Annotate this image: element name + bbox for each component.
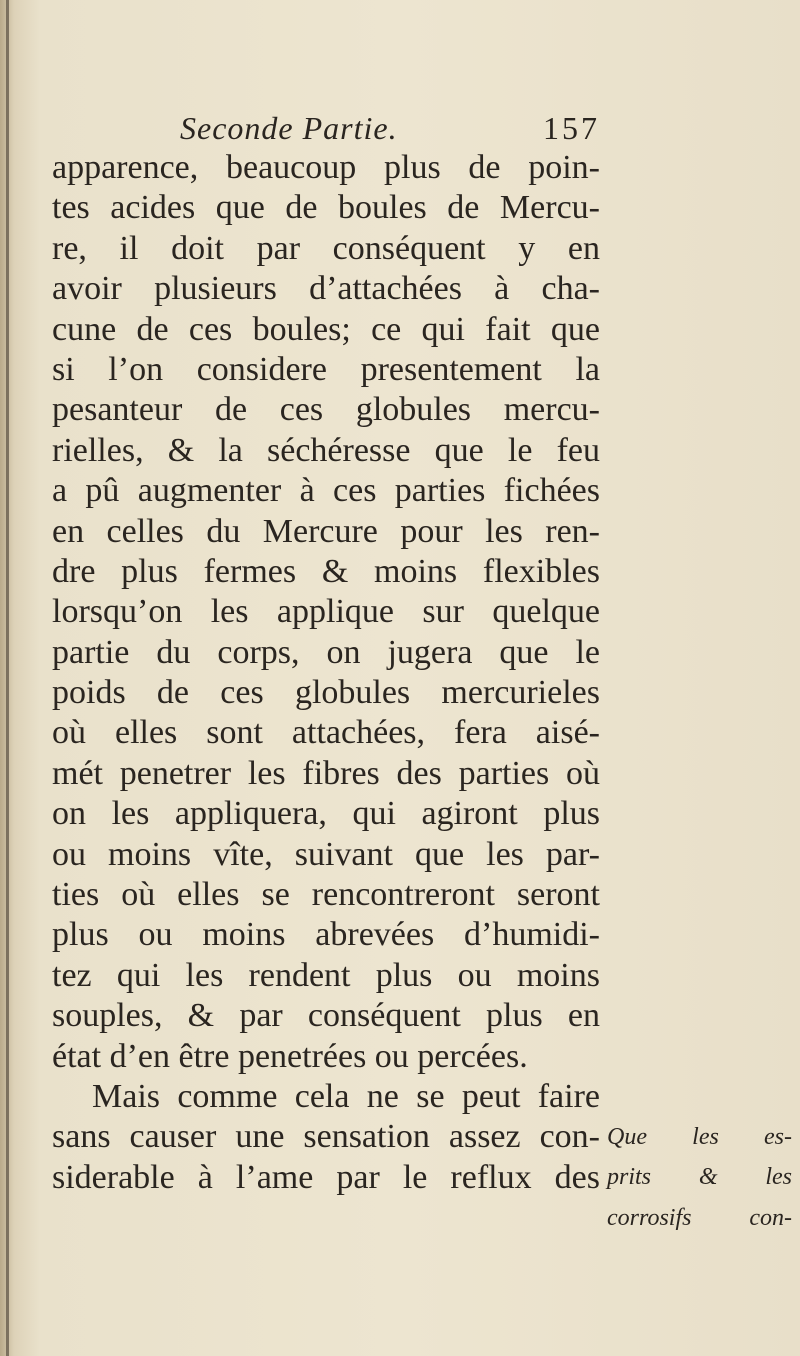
- text-line: poids de ces globules mercurieles: [52, 674, 600, 712]
- text-line: mét penetrer les fibres des parties où: [52, 754, 600, 792]
- text-line: où elles sont attachées, fera aisé-: [52, 714, 600, 752]
- paragraph-end-line: état d’en être penetrées ou percées.: [52, 1037, 528, 1075]
- text-line: re, il doit par conséquent y en: [52, 229, 600, 267]
- text-line: souples, & par conséquent plus en: [52, 997, 600, 1035]
- text-line: dre plus fermes & moins flexibles: [52, 552, 600, 590]
- margin-note-line: corrosifs con-: [607, 1204, 792, 1231]
- text-line: on les appliquera, qui agiront plus: [52, 795, 600, 833]
- text-line: lorsqu’on les applique sur quelque: [52, 593, 600, 631]
- text-line: siderable à l’ame par le reflux des: [52, 1158, 600, 1196]
- text-line: en celles du Mercure pour les ren-: [52, 512, 600, 550]
- text-line: a pû augmenter à ces parties fichées: [52, 472, 600, 510]
- paragraph-start-line: Mais comme cela ne se peut faire: [92, 1077, 600, 1115]
- text-line: ou moins vîte, suivant que les par-: [52, 835, 600, 873]
- margin-note-line: prits & les: [607, 1164, 792, 1191]
- binding-edge: [6, 0, 9, 1356]
- text-line: cune de ces boules; ce qui fait que: [52, 310, 600, 348]
- text-line: partie du corps, on jugera que le: [52, 633, 600, 671]
- text-line: apparence, beaucoup plus de poin-: [52, 149, 600, 186]
- margin-note: [607, 1117, 792, 1238]
- text-line: si l’on considere presentement la: [52, 350, 600, 388]
- running-head: Seconde Partie.: [180, 110, 398, 146]
- margin-note-line: Que les es-: [607, 1124, 792, 1150]
- text-line: rielles, & la séchéresse que le feu: [52, 431, 600, 469]
- text-line: tes acides que de boules de Mercu-: [52, 189, 600, 227]
- text-line: tez qui les rendent plus ou moins: [52, 956, 600, 994]
- body-text: [52, 148, 600, 1198]
- text-line: plus ou moins abrevées d’humidi-: [52, 916, 600, 954]
- text-line: sans causer une sensation assez con-: [52, 1118, 600, 1156]
- text-line: pesanteur de ces globules mercu-: [52, 391, 600, 429]
- page-number: 157: [543, 110, 600, 146]
- text-line: ties où elles se rencontreront seront: [52, 876, 600, 914]
- text-line: avoir plusieurs d’attachées à cha-: [52, 270, 600, 308]
